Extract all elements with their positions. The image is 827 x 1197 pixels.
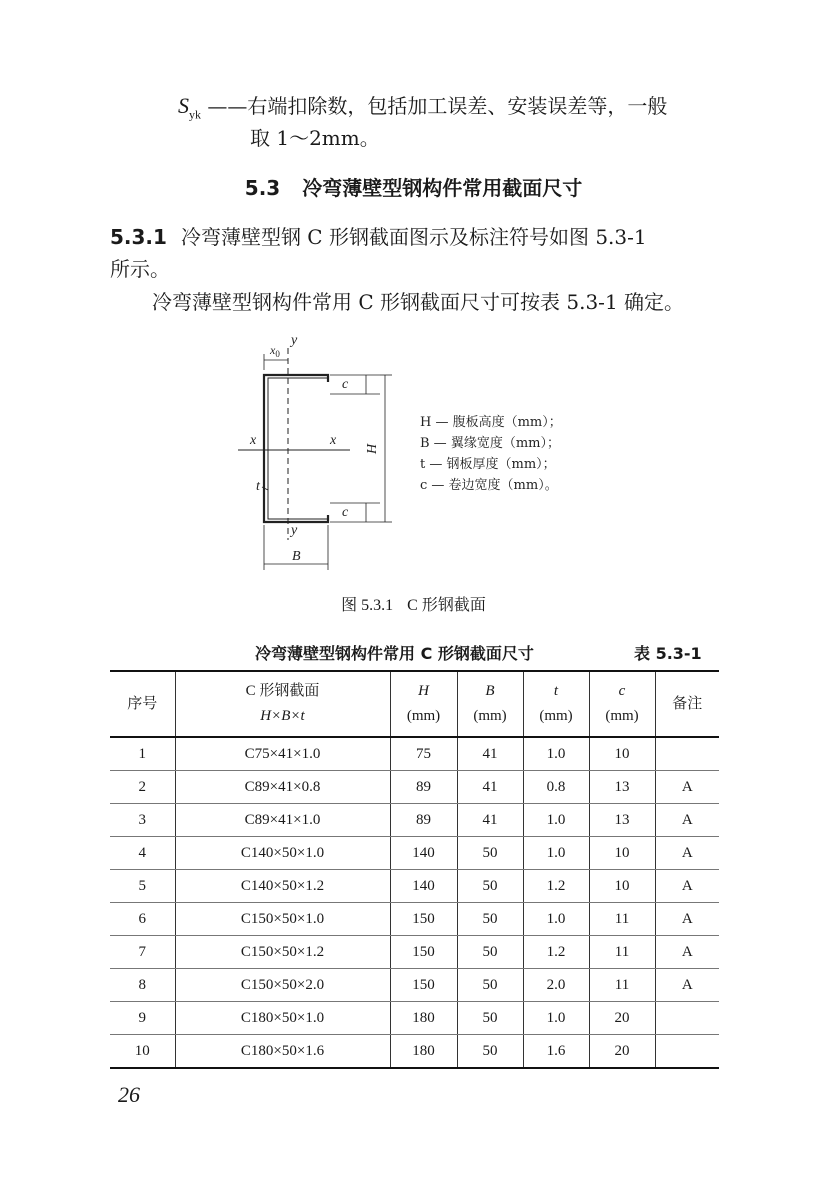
cell-remark: A	[655, 969, 719, 1002]
cell-c: 10	[589, 870, 655, 903]
c-section-table	[110, 670, 719, 1069]
cell-b: 41	[457, 771, 523, 804]
cell-b: 50	[457, 969, 523, 1002]
cell-remark	[655, 737, 719, 771]
table-row	[110, 936, 719, 969]
cell-b: 50	[457, 936, 523, 969]
y-axis-label-top: y	[291, 333, 298, 348]
cell-no: 6	[110, 903, 175, 936]
cell-section: C150×50×1.2	[175, 936, 390, 969]
cell-t: 1.0	[523, 903, 589, 936]
cell-h: 140	[390, 837, 457, 870]
table-title: 冷弯薄壁型钢构件常用 C 形钢截面尺寸	[255, 644, 534, 663]
c-section-outline	[264, 375, 328, 522]
cell-section: C89×41×0.8	[175, 771, 390, 804]
c-bottom-label: c	[342, 505, 349, 520]
cell-b: 50	[457, 1035, 523, 1069]
x0-label: $x_0$	[270, 343, 280, 359]
cell-section: C75×41×1.0	[175, 737, 390, 771]
cell-t: 1.2	[523, 870, 589, 903]
clause-text-line2: 所示。	[110, 257, 170, 281]
legend-t: t — 钢板厚度（mm）；	[420, 457, 556, 472]
c-top-label: c	[342, 377, 349, 392]
cell-remark	[655, 1035, 719, 1069]
cell-section: C89×41×1.0	[175, 804, 390, 837]
section-heading	[0, 172, 827, 201]
c-section-diagram	[230, 330, 610, 575]
cell-h: 89	[390, 771, 457, 804]
cell-remark: A	[655, 903, 719, 936]
cell-c: 20	[589, 1035, 655, 1069]
cell-t: 1.0	[523, 1002, 589, 1035]
table-number: 表 5.3-1	[634, 644, 702, 663]
cell-section: C140×50×1.0	[175, 837, 390, 870]
x-axis-label-right: x	[330, 433, 337, 448]
legend-h: H — 腹板高度（mm）；	[420, 415, 562, 430]
cell-c: 13	[589, 804, 655, 837]
cell-no: 1	[110, 737, 175, 771]
cell-h: 150	[390, 969, 457, 1002]
symbol-text-line2: 取 1～2mm。	[250, 126, 380, 150]
cell-b: 50	[457, 1002, 523, 1035]
cell-t: 1.6	[523, 1035, 589, 1069]
t-label: t	[256, 479, 260, 494]
cell-h: 140	[390, 870, 457, 903]
cell-t: 0.8	[523, 771, 589, 804]
cell-no: 3	[110, 804, 175, 837]
cell-c: 11	[589, 936, 655, 969]
cell-remark: A	[655, 837, 719, 870]
table-row	[110, 804, 719, 837]
table-row	[110, 1002, 719, 1035]
b-label: B	[292, 549, 301, 564]
table-row	[110, 771, 719, 804]
figure-legend	[420, 414, 562, 493]
symbol-text-line1: 右端扣除数，包括加工误差、安装误差等，一般	[247, 94, 668, 118]
y-axis-label-bottom: y	[291, 523, 298, 538]
cell-remark: A	[655, 771, 719, 804]
cell-h: 150	[390, 936, 457, 969]
cell-no: 4	[110, 837, 175, 870]
x-axis-label-left: x	[250, 433, 257, 448]
section-number: 5.3	[244, 176, 281, 200]
h-label: H	[365, 443, 380, 454]
header-c: c (mm)	[589, 671, 655, 737]
header-b: B (mm)	[457, 671, 523, 737]
table-row	[110, 969, 719, 1002]
cell-b: 41	[457, 804, 523, 837]
cell-c: 11	[589, 969, 655, 1002]
cell-c: 20	[589, 1002, 655, 1035]
table-row	[110, 870, 719, 903]
cell-remark: A	[655, 936, 719, 969]
cell-remark: A	[655, 870, 719, 903]
header-t: t (mm)	[523, 671, 589, 737]
header-no: 序号	[110, 671, 175, 737]
legend-c: c — 卷边宽度（mm）。	[420, 478, 558, 493]
cell-no: 10	[110, 1035, 175, 1069]
symbol-dash: ——	[207, 94, 248, 118]
cell-c: 11	[589, 903, 655, 936]
cell-no: 8	[110, 969, 175, 1002]
cell-b: 50	[457, 837, 523, 870]
cell-b: 50	[457, 870, 523, 903]
cell-t: 1.0	[523, 804, 589, 837]
header-h: H (mm)	[390, 671, 457, 737]
table-row	[110, 837, 719, 870]
cell-h: 89	[390, 804, 457, 837]
c-section-inner	[268, 378, 328, 519]
cell-c: 10	[589, 837, 655, 870]
table-header-row	[110, 671, 719, 737]
cell-no: 2	[110, 771, 175, 804]
cell-section: C140×50×1.2	[175, 870, 390, 903]
cell-section: C150×50×2.0	[175, 969, 390, 1002]
clause-number: 5.3.1	[110, 225, 167, 249]
c-section-figure	[230, 330, 610, 575]
figure-caption-number: 图 5.3.1	[341, 597, 394, 614]
cell-h: 75	[390, 737, 457, 771]
symbol-s: $S_{yk}$	[178, 93, 201, 122]
paragraph-2: 冷弯薄壁型钢构件常用 C 形钢截面尺寸可按表 5.3-1 确定。	[152, 290, 685, 314]
clause-paragraph	[110, 221, 730, 253]
cell-section: C180×50×1.6	[175, 1035, 390, 1069]
cell-no: 9	[110, 1002, 175, 1035]
table-row	[110, 903, 719, 936]
figure-caption-text: C 形钢截面	[407, 597, 486, 614]
cell-remark: A	[655, 804, 719, 837]
legend-b: B — 翼缘宽度（mm）；	[420, 436, 560, 451]
cell-section: C180×50×1.0	[175, 1002, 390, 1035]
header-section: C 形钢截面 H×B×t	[175, 671, 390, 737]
cell-remark	[655, 1002, 719, 1035]
cell-t: 1.0	[523, 737, 589, 771]
figure-caption	[0, 592, 827, 615]
cell-section: C150×50×1.0	[175, 903, 390, 936]
cell-t: 1.0	[523, 837, 589, 870]
header-remark: 备注	[655, 671, 719, 737]
table-row	[110, 1035, 719, 1069]
page-number: 26	[118, 1082, 140, 1107]
cell-t: 1.2	[523, 936, 589, 969]
cell-h: 150	[390, 903, 457, 936]
cell-t: 2.0	[523, 969, 589, 1002]
cell-b: 41	[457, 737, 523, 771]
cell-c: 10	[589, 737, 655, 771]
cell-h: 180	[390, 1002, 457, 1035]
cell-no: 5	[110, 870, 175, 903]
cell-c: 13	[589, 771, 655, 804]
table-row	[110, 737, 719, 771]
cell-b: 50	[457, 903, 523, 936]
cell-h: 180	[390, 1035, 457, 1069]
cell-no: 7	[110, 936, 175, 969]
clause-text-line1: 冷弯薄壁型钢 C 形钢截面图示及标注符号如图 5.3-1	[180, 225, 647, 249]
section-title: 冷弯薄壁型钢构件常用截面尺寸	[302, 176, 583, 200]
